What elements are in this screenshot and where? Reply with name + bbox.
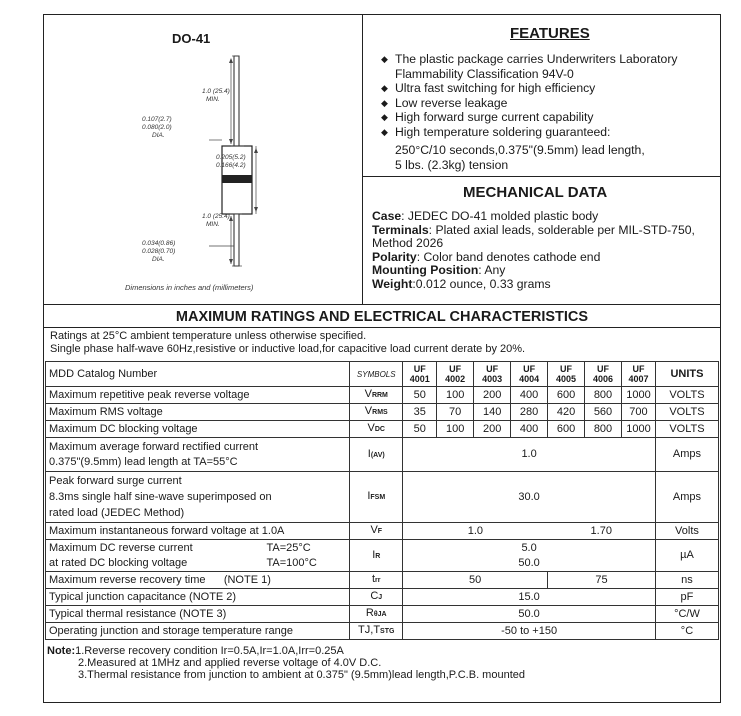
mech-terminals: Terminals: Plated axial leads, solderable per MIL-STD-750, Method 2026 xyxy=(372,222,695,251)
header-symbols: SYMBOLS xyxy=(350,362,403,387)
features-title: FEATURES xyxy=(510,25,590,42)
feature-item: ◆ The plastic package carries Underwriters Laboratory Flammability Classification 94V-0 xyxy=(381,52,678,81)
lead-bottom xyxy=(234,214,239,266)
bullet-arrow-icon: ◆ xyxy=(381,97,388,108)
table-row: Operating junction and storage temperature range TJ,TSTG -50 to +150 °C xyxy=(46,623,719,640)
feature-item: ◆ Low reverse leakage xyxy=(381,95,508,110)
package-name: DO-41 xyxy=(172,31,211,46)
features-list xyxy=(381,52,716,172)
feature-item: ◆ Ultra fast switching for high efficiency xyxy=(381,81,596,95)
bullet-arrow-icon: ◆ xyxy=(381,83,388,93)
package-drawing xyxy=(44,14,362,304)
section-divider-ratings xyxy=(43,304,721,305)
ratings-table xyxy=(45,361,719,640)
dim-body-length: 0.205(5.2) 0.166(4.2) xyxy=(216,154,246,169)
mech-case: Case: JEDEC DO-41 molded plastic body xyxy=(372,209,599,223)
table-row: Maximum instantaneous forward voltage at 1.0A VF 1.0 1.70 Volts xyxy=(46,523,719,540)
header-uf4003: UF 4003 xyxy=(474,362,511,387)
dim-body-diameter: 0.107(2.7) 0.080(2.0) DIA. xyxy=(142,116,172,139)
dim-lead-bottom: 1.0 (25.4) MIN. xyxy=(202,213,230,228)
table-row: Maximum DC reverse current TA=25°C at rated DC blocking voltage TA=100°C IR 5.0 50.0 µA xyxy=(46,540,719,572)
bullet-arrow-icon: ◆ xyxy=(381,112,388,122)
table-row: Maximum reverse recovery time (NOTE 1) trr 50 75 ns xyxy=(46,572,719,589)
table-row: Maximum repetitive peak reverse voltage VRRM 50 100 200 400 600 800 1000 VOLTS xyxy=(46,387,719,404)
table-row: Typical thermal resistance (NOTE 3) RθJA 50.0 °C/W xyxy=(46,606,719,623)
lead-top xyxy=(234,56,239,146)
ratings-title-divider xyxy=(43,327,721,328)
table-row: Maximum DC blocking voltage VDC 50 100 200 400 600 800 1000 VOLTS xyxy=(46,421,719,438)
header-units: UNITS xyxy=(655,362,718,387)
header-uf4006: UF 4006 xyxy=(585,362,622,387)
feature-item: ◆ High forward surge current capability xyxy=(381,110,594,124)
header-uf4007: UF 4007 xyxy=(621,362,655,387)
feature-item: ◆ High temperature soldering guaranteed: xyxy=(381,124,611,139)
cathode-band xyxy=(222,175,252,183)
header-uf4001: UF 4001 xyxy=(403,362,437,387)
ratings-conditions: Ratings at 25°C ambient temperature unless otherwise specified. Single phase half-wave 60Hz,resistive or inductive load,for capacitive load current derate by 20%. xyxy=(50,330,526,355)
section-divider-features xyxy=(362,176,721,177)
mech-mounting: Mounting Position: Any xyxy=(372,263,506,278)
table-row: Typical junction capacitance (NOTE 2) CJ 15.0 pF xyxy=(46,589,719,606)
table-row: Peak forward surge current 8.3ms single half sine-wave superimposed on rated load (JEDEC Method) IFSM 30.0 Amps xyxy=(46,472,719,523)
bullet-arrow-icon: ◆ xyxy=(381,126,388,137)
table-row: Maximum average forward rectified current 0.375"(9.5mm) lead length at TA=55°C I(AV) 1.0 Amps xyxy=(46,438,719,472)
dim-lead-top: 1.0 (25.4) MIN. xyxy=(202,88,230,103)
table-header-row xyxy=(46,362,719,387)
mechanical-list xyxy=(372,210,720,292)
feature-continuation: 250°C/10 seconds,0.375"(9.5mm) lead length, 5 lbs. (2.3kg) tension xyxy=(395,143,645,172)
bullet-arrow-icon: ◆ xyxy=(381,54,388,64)
header-catalog: MDD Catalog Number xyxy=(46,362,350,387)
header-uf4005: UF 4005 xyxy=(548,362,585,387)
mechanical-title: MECHANICAL DATA xyxy=(463,184,608,201)
header-uf4004: UF 4004 xyxy=(511,362,548,387)
mech-polarity: Polarity: Color band denotes cathode end xyxy=(372,249,601,264)
notes: Note:1.Reverse recovery condition Ir=0.5A,Ir=1.0A,Irr=0.25A 2.Measured at 1MHz and applied reverse voltage of 4.0V D.C. 3.Thermal resistance from junction to ambient at 0.375" (9.5mm)lead length,P.C.B. mounted xyxy=(47,645,525,681)
table-row: Maximum RMS voltage VRMS 35 70 140 280 420 560 700 VOLTS xyxy=(46,404,719,421)
header-uf4002: UF 4002 xyxy=(437,362,474,387)
dim-lead-diameter: 0.034(0.86) 0.028(0.70) DIA. xyxy=(142,240,176,263)
mech-weight: Weight:0.012 ounce, 0.33 grams xyxy=(372,276,551,291)
ratings-title: MAXIMUM RATINGS AND ELECTRICAL CHARACTERISTICS xyxy=(175,309,589,325)
section-divider-vertical xyxy=(362,14,363,304)
dimension-note: Dimensions in inches and (millimeters) xyxy=(125,283,254,292)
